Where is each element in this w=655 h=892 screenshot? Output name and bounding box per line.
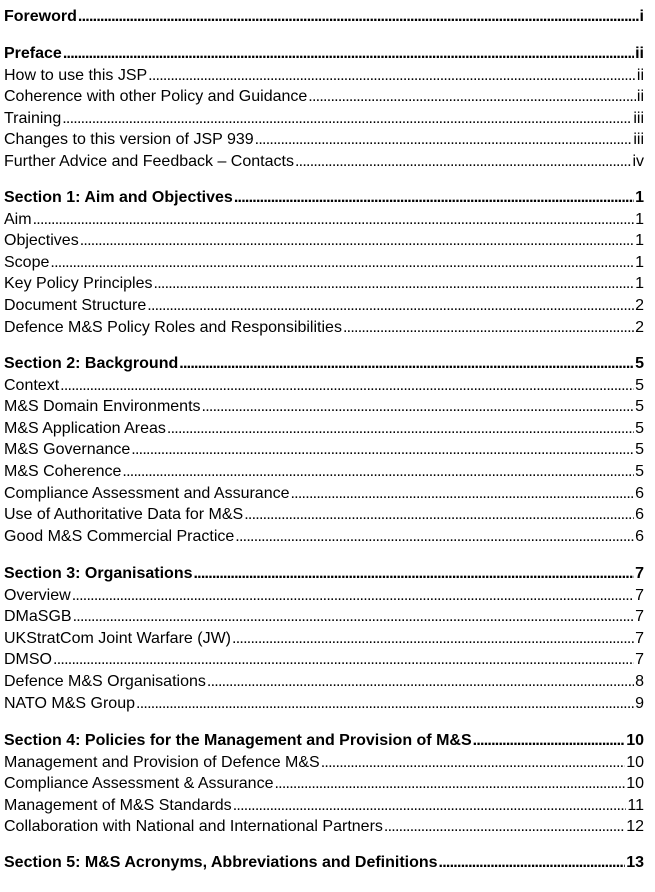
toc-entry-title: Section 5: M&S Acronyms, Abbreviations and Definitions — [4, 854, 438, 871]
toc-entry-title: Defence M&S Organisations — [4, 673, 206, 690]
toc-entry[interactable] — [4, 484, 644, 504]
toc-entry[interactable] — [4, 774, 644, 794]
toc-page-number: 6 — [635, 527, 644, 545]
toc-entry[interactable] — [4, 796, 644, 816]
dot-leader — [321, 753, 625, 773]
toc-entry-title: Section 2: Background — [4, 355, 179, 372]
dot-leader — [255, 130, 633, 150]
toc-page-number: 10 — [626, 732, 644, 749]
toc-entry[interactable] — [4, 419, 644, 439]
dot-leader — [343, 318, 634, 338]
toc-entry[interactable] — [4, 672, 644, 692]
toc-page-number: 10 — [626, 775, 644, 793]
dot-leader — [179, 354, 634, 374]
dot-leader — [233, 796, 627, 816]
dot-leader — [167, 419, 634, 439]
toc-entry-title: Use of Authoritative Data for M&S — [4, 506, 244, 524]
toc-page-number: 5 — [635, 463, 644, 480]
toc-entry-title: Management of M&S Standards — [4, 796, 232, 814]
toc-section-heading[interactable] — [4, 564, 644, 584]
toc-entry-title: Coherence with other Policy and Guidance — [4, 88, 308, 106]
toc-entry-title: Training — [4, 109, 62, 127]
toc-page-number: 9 — [635, 694, 644, 712]
dot-leader — [62, 109, 632, 129]
toc-entry[interactable] — [4, 586, 644, 606]
toc-entry[interactable] — [4, 66, 644, 86]
toc-entry-title: Collaboration with National and International Partners — [4, 818, 383, 836]
toc-entry[interactable] — [4, 274, 644, 294]
toc-entry-title: Further Advice and Feedback – Contacts — [4, 153, 294, 170]
dot-leader — [308, 87, 636, 107]
dot-leader — [202, 397, 635, 417]
toc-entry[interactable] — [4, 210, 644, 230]
toc-page-number: 5 — [635, 419, 644, 437]
toc-entry-title: Objectives — [4, 232, 79, 250]
toc-entry-title: How to use this JSP — [4, 66, 148, 84]
toc-page-number: 7 — [635, 565, 644, 582]
dot-leader — [234, 188, 634, 208]
dot-leader — [63, 44, 634, 64]
toc-entry-title: Foreword — [4, 8, 77, 25]
toc-section-heading[interactable] — [4, 853, 644, 873]
toc-page-number: 5 — [635, 376, 644, 394]
toc-entry[interactable] — [4, 109, 644, 129]
toc-page-number: 5 — [635, 398, 644, 416]
toc-entry-title: Key Policy Principles — [4, 275, 153, 293]
toc-page-number: 2 — [635, 297, 644, 314]
toc-entry[interactable] — [4, 253, 644, 273]
dot-leader — [274, 774, 625, 794]
toc-page-number: iv — [632, 153, 644, 170]
toc-page-number: 8 — [635, 673, 644, 690]
toc-entry-title: Aim — [4, 210, 32, 228]
dot-leader — [60, 376, 634, 396]
toc-entry-title: Changes to this version of JSP 939 — [4, 131, 254, 149]
toc-entry-title: Section 4: Policies for the Management and Provision of M&S — [4, 732, 472, 749]
dot-leader — [33, 210, 635, 230]
toc-page-number: 1 — [635, 189, 644, 206]
toc-entry[interactable] — [4, 629, 644, 649]
dot-leader — [232, 629, 634, 649]
toc-entry-title: Section 3: Organisations — [4, 565, 193, 582]
toc-page-number: 12 — [626, 818, 644, 836]
toc-section-heading[interactable] — [4, 731, 644, 751]
toc-entry-title: Scope — [4, 253, 50, 271]
toc-page-number: i — [639, 8, 644, 25]
toc-page-number: ii — [635, 45, 644, 62]
dot-leader — [80, 231, 634, 251]
toc-entry-title: DMSO — [4, 651, 52, 669]
toc-page-number: 7 — [635, 629, 644, 647]
toc-entry-title: Section 1: Aim and Objectives — [4, 189, 233, 206]
dot-leader — [193, 564, 634, 584]
toc-entry[interactable] — [4, 397, 644, 417]
dot-leader — [50, 253, 634, 273]
toc-entry-title: Defence M&S Policy Roles and Responsibilities — [4, 318, 342, 336]
toc-page-number: 1 — [635, 210, 644, 228]
dot-leader — [122, 462, 634, 482]
toc-entry[interactable] — [4, 753, 644, 773]
toc-page-number: 5 — [635, 355, 644, 372]
dot-leader — [73, 607, 635, 627]
toc-page-number: 7 — [635, 608, 644, 626]
toc-entry[interactable] — [4, 231, 644, 251]
dot-leader — [154, 274, 635, 294]
toc-entry-title: Compliance Assessment & Assurance — [4, 775, 274, 793]
toc-entry[interactable] — [4, 650, 644, 670]
toc-page-number: 6 — [635, 506, 644, 524]
toc-entry[interactable] — [4, 152, 644, 172]
toc-section-heading[interactable] — [4, 44, 644, 64]
toc-entry-title: M&S Domain Environments — [4, 398, 201, 416]
dot-leader — [136, 694, 634, 714]
toc-page-number: iii — [633, 109, 644, 127]
toc-entry-title: Preface — [4, 45, 62, 62]
toc-page-number: 1 — [635, 253, 644, 271]
dot-leader — [72, 586, 634, 606]
toc-entry[interactable] — [4, 817, 644, 837]
toc-entry-title: UKStratCom Joint Warfare (JW) — [4, 629, 231, 647]
toc-entry-title: M&S Coherence — [4, 463, 122, 480]
toc-entry[interactable] — [4, 440, 644, 460]
toc-entry-title: M&S Governance — [4, 441, 131, 459]
toc-page-number: ii — [636, 66, 644, 84]
toc-entry-title: Overview — [4, 586, 71, 604]
toc-page-number: 1 — [635, 275, 644, 293]
dot-leader — [473, 731, 626, 751]
toc-page-number: 7 — [635, 651, 644, 669]
dot-leader — [235, 527, 634, 547]
toc-section-heading[interactable] — [4, 7, 644, 27]
dot-leader — [439, 853, 626, 873]
toc-entry-title: Context — [4, 376, 60, 394]
dot-leader — [78, 7, 639, 27]
toc-page-number: iii — [633, 131, 644, 149]
toc-entry[interactable] — [4, 130, 644, 150]
toc-entry-title: DMaSGB — [4, 608, 72, 626]
toc-entry[interactable] — [4, 607, 644, 627]
dot-leader — [131, 440, 634, 460]
toc-page-number: 11 — [627, 796, 644, 814]
toc-entry[interactable] — [4, 87, 644, 107]
toc-entry-title: Management and Provision of Defence M&S — [4, 753, 320, 771]
toc-page-number: 5 — [635, 441, 644, 459]
toc-entry[interactable] — [4, 505, 644, 525]
dot-leader — [207, 672, 634, 692]
toc-entry-title: M&S Application Areas — [4, 419, 166, 437]
dot-leader — [147, 296, 634, 316]
toc-entry[interactable] — [4, 527, 644, 547]
toc-page-number: 6 — [635, 484, 644, 502]
toc-entry[interactable] — [4, 318, 644, 338]
toc-page-number: 1 — [635, 232, 644, 250]
toc-entry-title: Good M&S Commercial Practice — [4, 527, 235, 545]
toc-page-number: 2 — [635, 318, 644, 336]
toc-entry[interactable] — [4, 376, 644, 396]
toc-page-number: ii — [636, 88, 644, 106]
toc-entry[interactable] — [4, 462, 644, 482]
dot-leader — [53, 650, 634, 670]
toc-section-heading[interactable] — [4, 354, 644, 374]
dot-leader — [384, 817, 625, 837]
dot-leader — [244, 505, 634, 525]
toc-entry-title: Document Structure — [4, 297, 147, 314]
toc-page-number: 7 — [635, 586, 644, 604]
toc-section-heading[interactable] — [4, 188, 644, 208]
toc-entry[interactable] — [4, 296, 644, 316]
dot-leader — [295, 152, 632, 172]
dot-leader — [290, 484, 634, 504]
toc-entry[interactable] — [4, 694, 644, 714]
dot-leader — [148, 66, 636, 86]
toc-entry-title: Compliance Assessment and Assurance — [4, 484, 290, 502]
toc-page-number: 10 — [626, 753, 644, 771]
toc-page-number: 13 — [626, 854, 644, 871]
toc-entry-title: NATO M&S Group — [4, 694, 135, 712]
